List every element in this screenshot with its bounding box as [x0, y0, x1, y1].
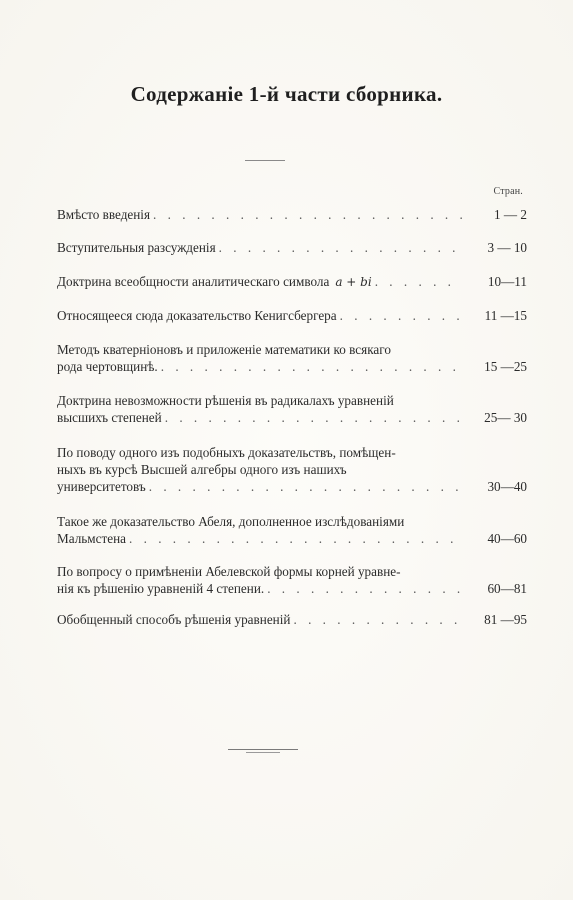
dot-leader — [293, 611, 463, 628]
toc-entry-line: По вопросу о примѣненіи Абелевской формы корней уравне- — [57, 564, 401, 579]
toc-entry-line: Такое же доказательство Абеля, дополненное изслѣдованіями — [57, 514, 405, 529]
toc-entry-pages: 3 — 10 — [487, 240, 527, 255]
toc-entry-pages: 25— 30 — [484, 410, 527, 425]
toc-entry — [57, 206, 527, 223]
dot-leader — [267, 580, 463, 597]
page-title: Содержаніе 1-й части сборника. — [130, 82, 443, 106]
toc-entry-pages: 40—60 — [487, 531, 527, 546]
toc-entry — [57, 513, 527, 547]
toc-entry — [57, 239, 527, 256]
toc-entry-line: По поводу одного изъ подобныхъ доказательствъ, помѣщен- — [57, 445, 396, 460]
toc-entry-pages: 15 —25 — [484, 359, 527, 374]
dot-leader — [161, 358, 463, 375]
math-formula: a + bi — [335, 275, 372, 289]
toc-entry-title: нія къ рѣшенію уравненій 4 степени. — [57, 581, 265, 596]
dot-leader — [165, 409, 463, 426]
dot-leader — [149, 478, 463, 495]
end-ornament-divider — [228, 749, 298, 752]
dot-leader — [153, 206, 463, 223]
toc-entry-pages: 10—11 — [487, 274, 527, 289]
toc-entry — [57, 392, 527, 426]
toc-entry-title: Обобщенный способъ рѣшенія уравненій — [57, 612, 291, 627]
toc-entry-pages: 30—40 — [487, 479, 527, 494]
toc-entry — [57, 444, 527, 495]
toc-entry-line: ныхъ въ курсѣ Высшей алгебры одного изъ нашихъ — [57, 462, 347, 477]
dot-leader — [340, 307, 463, 324]
dot-leader — [129, 530, 463, 547]
toc-entry — [57, 611, 527, 628]
toc-entry-title: рода чертовщинѣ. — [57, 359, 158, 374]
toc-entry-title: высшихъ степеней — [57, 410, 162, 425]
dot-leader — [219, 239, 463, 256]
page-column-header: Стран. — [493, 186, 523, 197]
toc-entry-pages: 11 —15 — [484, 308, 527, 323]
toc-entry-pages: 81 —95 — [484, 612, 527, 627]
toc-entry — [57, 307, 527, 324]
title-divider — [245, 160, 285, 161]
toc-entry-line: Доктрина невозможности рѣшенія въ радикалахъ уравненій — [57, 393, 394, 408]
toc-entry-pages: 60—81 — [487, 581, 527, 596]
toc-entry-title: Вмѣсто введенія — [57, 207, 151, 222]
dot-leader — [375, 273, 463, 290]
toc-entry-title: Доктрина всеобщности аналитическаго символа — [57, 274, 330, 289]
toc-entry-pages: 1 — 2 — [494, 207, 527, 222]
toc-entry — [57, 563, 527, 597]
toc-entry — [57, 273, 527, 291]
toc-entry-title: Вступительныя разсужденія — [57, 240, 216, 255]
toc-entry-title: Мальмстена — [57, 531, 127, 546]
toc-entry-title: Относящееся сюда доказательство Кенигсбергера — [57, 308, 337, 323]
toc-entry — [57, 341, 527, 375]
toc-entry-title: университетовъ — [57, 479, 146, 494]
toc-entry-line: Методъ кватерніоновъ и приложеніе математики ко всякаго — [57, 342, 391, 357]
